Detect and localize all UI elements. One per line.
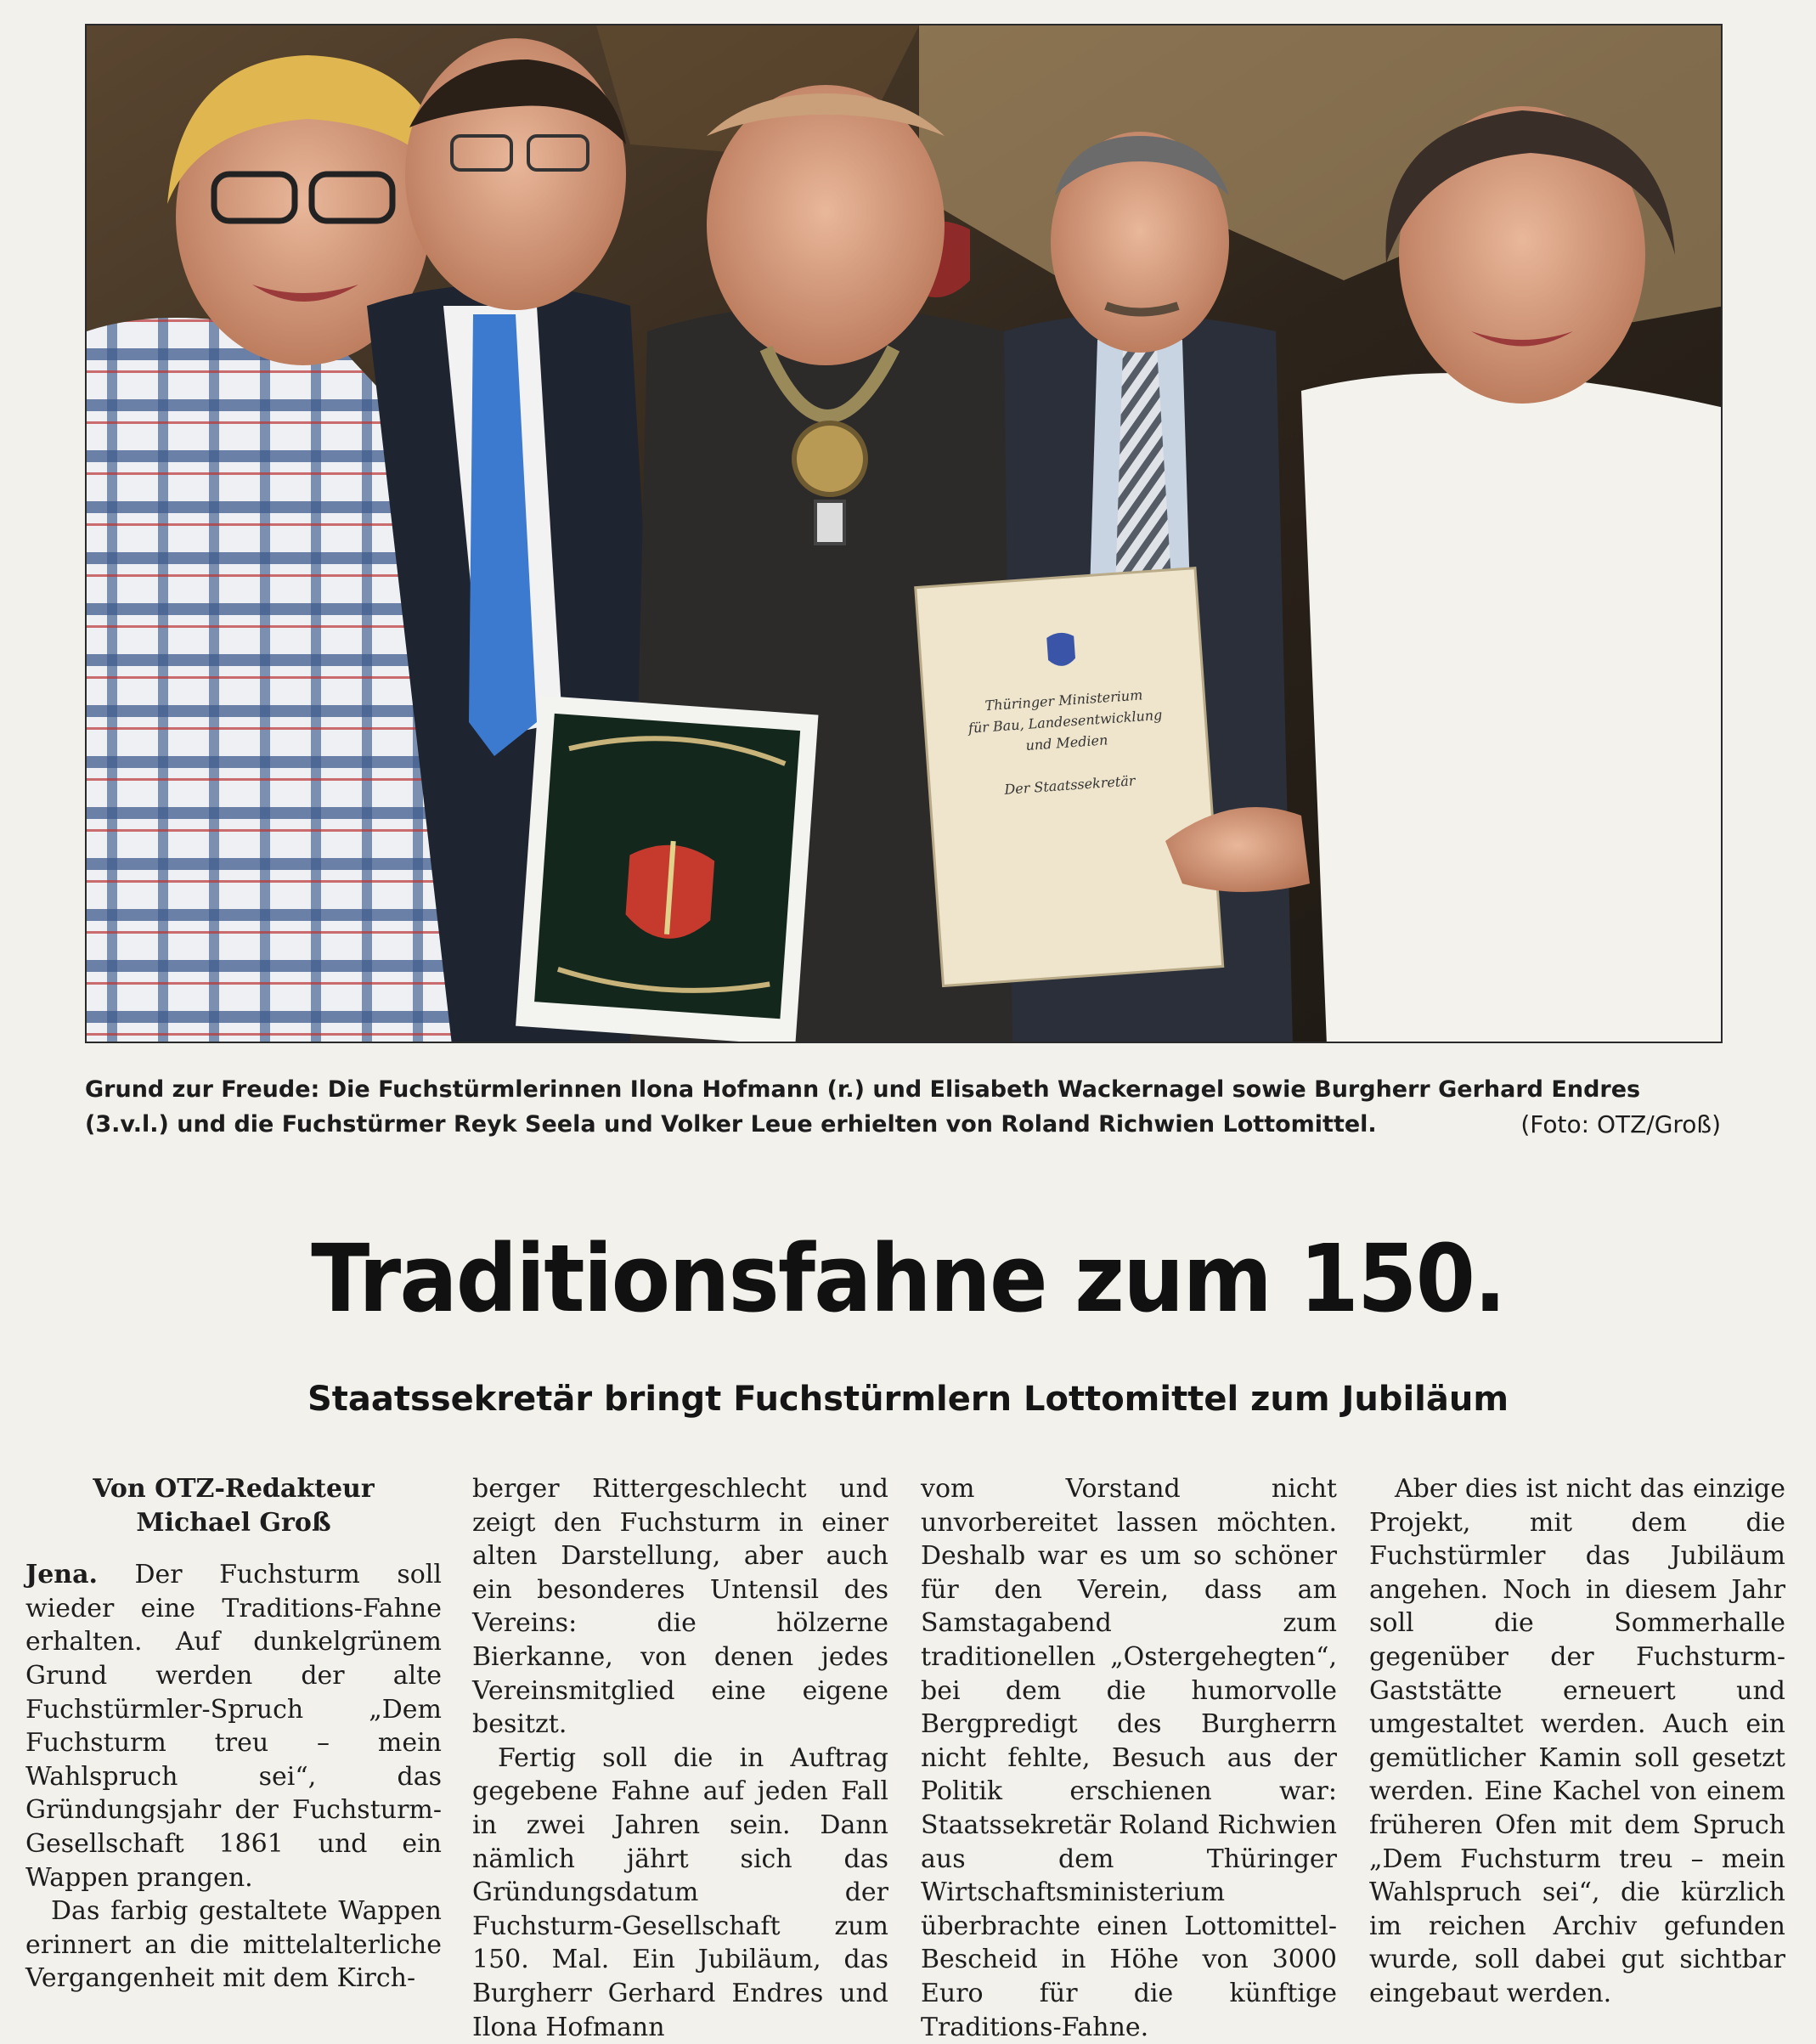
article-column-3 (921, 1472, 1337, 2044)
caption-text: Grund zur Freude: Die Fuchstürmlerinnen Ilona Hofmann (r.) und Elisabeth Wackernagel sowie Burgherr Gerhard Endres (3.v.l.) und die Fuchstürmer Reyk Seela und Volker Leue erhielten von Roland Richwien Lottomittel. (85, 1076, 1641, 1138)
byline-line-1: Von OTZ-Redakteur (93, 1474, 375, 1504)
photo-caption (85, 1072, 1724, 1142)
document-line-4: Der Staatssekretär (1003, 772, 1136, 798)
byline (25, 1472, 442, 1539)
article-column-4 (1369, 1472, 1785, 2011)
photo-illustration (87, 25, 1723, 1043)
article-column-1 (25, 1472, 442, 1996)
subheadline: Staatssekretär bringt Fuchstürmlern Lottomittel zum Jubiläum (307, 1380, 1509, 1419)
photo-credit: (Foto: OTZ/Groß) (1520, 1110, 1721, 1138)
paragraph: Das farbig gestaltete Wappen erinnert an die mittelalterliche Vergangenheit mit dem Kirch- (25, 1896, 442, 1994)
byline-author: Michael Groß (136, 1507, 331, 1538)
article-photo (85, 24, 1723, 1043)
dateline: Jena. (25, 1560, 98, 1590)
paragraph: Fertig soll die in Auftrag gegebene Fahne auf jeden Fall in zwei Jahren sein. Dann nämlich jährt sich das Gründungsdatum der Fuchsturm-Gesellschaft zum 150. Mal. Ein Jubiläum, das Burgherr Gerhard Endres und Ilona Hofmann (472, 1742, 888, 2042)
paragraph: berger Rittergeschlecht und zeigt den Fuchsturm in einer alten Darstellung, aber auch ein besonderes Untensil des Vereins: die hölzerne Bierkanne, von denen jedes Vereinsmitglied eine eigene besitzt. (472, 1474, 888, 1740)
paragraph: Aber dies ist nicht das einzige Projekt, mit dem die Fuchstürmler das Jubiläum angehen. Noch in diesem Jahr soll die Sommerhalle gegenüber der Fuchsturm-Gaststätte erneuert und umgestaltet werden. Auch ein gemütlicher Kamin soll gesetzt werden. Eine Kachel von einem früheren Ofen mit dem Spruch „Dem Fuchsturm treu – mein Wahlspruch sei“, die kürzlich im reichen Archiv gefunden wurde, soll dabei gut sichtbar eingebaut werden. (1369, 1474, 1785, 2008)
paragraph: vom Vorstand nicht unvorbereitet lassen möchten. Deshalb war es um so schöner für den Verein, dass am Samstagabend zum traditionellen „Ostergehegten“, bei dem die humorvolle Bergpredigt des Burgherrn nicht fehlte, Besuch aus der Politik erschienen war: Staatssekretär Roland Richwien aus dem Thüringer Wirtschaftsministerium überbrachte einen Lottomittel-Bescheid in Höhe von 3000 Euro für die künftige Traditions-Fahne. (921, 1474, 1337, 2042)
document-line-1: Thüringer Ministerium (984, 686, 1143, 714)
document-line-2: für Bau, Landesentwicklung (967, 706, 1163, 737)
headline: Traditionsfahne zum 150. (311, 1224, 1505, 1333)
paragraph (25, 1558, 442, 1894)
document-line-3: und Medien (1024, 731, 1108, 754)
paragraph-text: Der Fuchsturm soll wieder eine Traditions-Fahne erhalten. Auf dunkelgrünem Grund werden der alte Fuchstürmler-Spruch „Dem Fuchsturm treu – mein Wahlspruch sei“, das Gründungsjahr der Fuchsturm-Gesellschaft 1861 und ein Wappen prangen. (25, 1560, 442, 1893)
article-column-2 (472, 1472, 888, 2044)
